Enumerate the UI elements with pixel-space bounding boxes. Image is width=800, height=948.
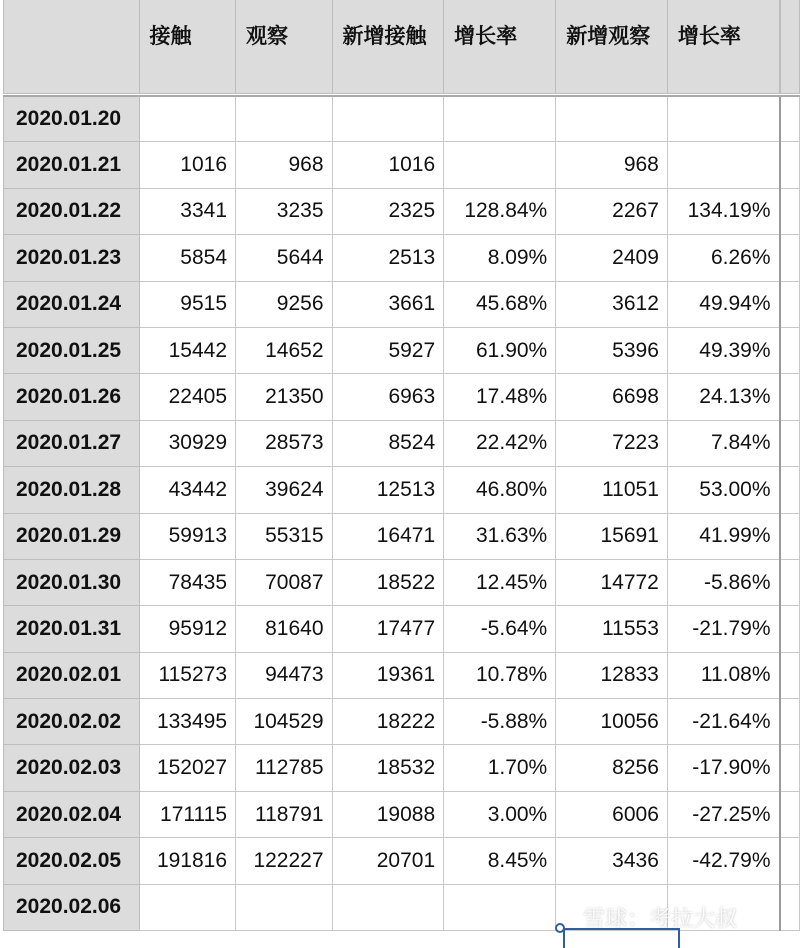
table-cell[interactable]: 22.42% [444,420,556,466]
table-cell[interactable]: 81640 [236,606,333,652]
table-cell[interactable]: 61.90% [444,327,556,373]
table-row [4,142,800,188]
table-cell[interactable]: 5927 [332,327,444,373]
sheet-edge [780,327,800,373]
table-cell[interactable]: 14772 [556,559,668,605]
table-cell[interactable]: -5.64% [444,606,556,652]
sheet-edge [780,0,800,94]
table-cell[interactable]: 134.19% [667,188,779,234]
table-row [4,467,800,513]
sheet-edge [780,374,800,420]
table-cell[interactable]: 11553 [556,606,668,652]
table-row [4,791,800,837]
table-cell[interactable]: 95912 [139,606,236,652]
table-row [4,420,800,466]
table-cell[interactable]: 43442 [139,467,236,513]
table-cell[interactable]: 6963 [332,374,444,420]
table-cell[interactable]: 24.13% [667,374,779,420]
row-date[interactable]: 2020.02.04 [4,791,140,837]
data-table [3,0,800,931]
table-cell[interactable]: 115273 [139,652,236,698]
table-cell[interactable]: 6.26% [667,235,779,281]
table-cell[interactable] [667,96,779,142]
table-cell[interactable]: -42.79% [667,838,779,884]
selected-cell[interactable] [563,928,680,948]
table-cell[interactable] [667,142,779,188]
table-cell[interactable] [444,884,556,930]
table-cell[interactable]: -21.64% [667,699,779,745]
sheet-edge [780,281,800,327]
table-cell[interactable]: 5396 [556,327,668,373]
table-row [4,327,800,373]
row-date[interactable]: 2020.02.01 [4,652,140,698]
table-cell[interactable]: 3235 [236,188,333,234]
table-cell[interactable]: 12833 [556,652,668,698]
watermark-logo: 雪球：考拉大叔 [583,907,738,932]
table-cell[interactable] [556,96,668,142]
table-cell[interactable]: 2267 [556,188,668,234]
table-cell[interactable]: 133495 [139,699,236,745]
table-cell[interactable]: 968 [236,142,333,188]
table-cell[interactable]: 5854 [139,235,236,281]
table-cell[interactable]: 3661 [332,281,444,327]
sheet-edge [780,884,800,930]
table-cell[interactable]: 59913 [139,513,236,559]
table-row [4,559,800,605]
sheet-edge [780,559,800,605]
table-cell[interactable]: 19361 [332,652,444,698]
table-cell[interactable]: 3436 [556,838,668,884]
table-cell[interactable]: 45.68% [444,281,556,327]
table-cell[interactable]: 31.63% [444,513,556,559]
table-cell[interactable]: 2409 [556,235,668,281]
sheet-edge [780,235,800,281]
table-row [4,374,800,420]
row-date[interactable]: 2020.02.03 [4,745,140,791]
corner-cell[interactable] [4,0,140,94]
row-date[interactable]: 2020.01.29 [4,513,140,559]
table-cell[interactable]: 6698 [556,374,668,420]
row-date[interactable]: 2020.01.26 [4,374,140,420]
table-row [4,699,800,745]
table-cell[interactable]: 6006 [556,791,668,837]
table-cell[interactable]: 7223 [556,420,668,466]
table-cell[interactable]: -21.79% [667,606,779,652]
sheet-edge [780,606,800,652]
table-cell[interactable] [332,884,444,930]
table-cell[interactable] [444,142,556,188]
table-cell[interactable]: 1016 [332,142,444,188]
row-date[interactable]: 2020.01.28 [4,467,140,513]
table-cell[interactable]: 128.84% [444,188,556,234]
sheet-edge [780,699,800,745]
table-cell[interactable]: 53.00% [667,467,779,513]
table-row [4,606,800,652]
table-cell[interactable]: 18532 [332,745,444,791]
table-cell[interactable]: 9256 [236,281,333,327]
table-row [4,745,800,791]
table-cell[interactable] [139,884,236,930]
sheet-edge [780,791,800,837]
table-row [4,513,800,559]
table-cell[interactable]: 19088 [332,791,444,837]
table-row [4,188,800,234]
table-cell[interactable]: 39624 [236,467,333,513]
table-cell[interactable]: 152027 [139,745,236,791]
table-cell[interactable]: 8.09% [444,235,556,281]
row-date[interactable]: 2020.01.20 [4,96,140,142]
table-row [4,96,800,142]
table-cell[interactable]: 10056 [556,699,668,745]
table-cell[interactable]: 10.78% [444,652,556,698]
table-cell[interactable]: -5.88% [444,699,556,745]
row-date[interactable]: 2020.02.02 [4,699,140,745]
table-cell[interactable]: 20701 [332,838,444,884]
row-date[interactable]: 2020.01.31 [4,606,140,652]
table-cell[interactable]: 30929 [139,420,236,466]
table-cell[interactable]: 8524 [332,420,444,466]
table-cell[interactable]: 8256 [556,745,668,791]
table-cell[interactable]: 41.99% [667,513,779,559]
table-cell[interactable]: 171115 [139,791,236,837]
column-header[interactable]: 接触 [139,0,236,94]
table-cell[interactable]: 70087 [236,559,333,605]
table-cell[interactable]: 5644 [236,235,333,281]
sheet-edge [780,652,800,698]
table-cell[interactable] [139,96,236,142]
table-row [4,235,800,281]
table-cell[interactable]: 55315 [236,513,333,559]
sheet-edge [780,838,800,884]
table-cell[interactable]: 8.45% [444,838,556,884]
header-row [4,0,800,94]
table-cell[interactable]: 7.84% [667,420,779,466]
row-date[interactable]: 2020.02.05 [4,838,140,884]
sheet-edge [780,188,800,234]
row-date[interactable]: 2020.02.06 [4,884,140,930]
row-date[interactable]: 2020.01.30 [4,559,140,605]
table-cell[interactable]: -5.86% [667,559,779,605]
table-cell[interactable]: 12.45% [444,559,556,605]
sheet-edge [780,745,800,791]
row-date[interactable]: 2020.01.27 [4,420,140,466]
table-cell[interactable]: 3.00% [444,791,556,837]
row-date[interactable]: 2020.01.22 [4,188,140,234]
table-cell[interactable]: 17477 [332,606,444,652]
column-header[interactable]: 观察 [236,0,333,94]
table-cell[interactable]: 1016 [139,142,236,188]
table-cell[interactable]: 15442 [139,327,236,373]
table-cell[interactable]: 122227 [236,838,333,884]
row-date[interactable]: 2020.01.21 [4,142,140,188]
table-row [4,838,800,884]
table-cell[interactable]: 104529 [236,699,333,745]
table-cell[interactable]: 22405 [139,374,236,420]
table-cell[interactable]: 118791 [236,791,333,837]
table-cell[interactable]: 11.08% [667,652,779,698]
table-row [4,652,800,698]
table-cell[interactable]: 9515 [139,281,236,327]
table-cell[interactable]: 18522 [332,559,444,605]
table-cell[interactable]: -27.25% [667,791,779,837]
table-cell[interactable]: 3612 [556,281,668,327]
table-cell[interactable]: 14652 [236,327,333,373]
sheet-edge [780,142,800,188]
row-date[interactable]: 2020.01.25 [4,327,140,373]
table-cell[interactable]: 78435 [139,559,236,605]
table-cell[interactable]: 28573 [236,420,333,466]
column-header[interactable]: 新增观察 [556,0,668,94]
table-cell[interactable] [444,96,556,142]
table-cell[interactable]: 12513 [332,467,444,513]
sheet-edge [780,467,800,513]
table-cell[interactable]: 2513 [332,235,444,281]
table-row [4,281,800,327]
table-cell[interactable]: 1.70% [444,745,556,791]
table-cell[interactable]: 17.48% [444,374,556,420]
table-cell[interactable]: 3341 [139,188,236,234]
sheet-edge [780,420,800,466]
table-cell[interactable]: 18222 [332,699,444,745]
column-header[interactable]: 新增接触 [332,0,444,94]
sheet-edge [780,96,800,142]
table-cell[interactable]: 11051 [556,467,668,513]
table-cell[interactable]: -17.90% [667,745,779,791]
table-cell[interactable] [236,884,333,930]
row-date[interactable]: 2020.01.23 [4,235,140,281]
table-cell[interactable]: 16471 [332,513,444,559]
table-cell[interactable]: 112785 [236,745,333,791]
column-header[interactable]: 增长率 [444,0,556,94]
table-cell[interactable]: 21350 [236,374,333,420]
row-date[interactable]: 2020.01.24 [4,281,140,327]
table-cell[interactable]: 968 [556,142,668,188]
table-cell[interactable] [332,96,444,142]
table-cell[interactable] [236,96,333,142]
table-cell[interactable]: 15691 [556,513,668,559]
column-header[interactable]: 增长率 [667,0,779,94]
table-cell[interactable]: 49.39% [667,327,779,373]
table-cell[interactable]: 94473 [236,652,333,698]
sheet-edge [780,513,800,559]
table-cell[interactable]: 2325 [332,188,444,234]
table-cell[interactable]: 46.80% [444,467,556,513]
table-cell[interactable]: 191816 [139,838,236,884]
table-cell[interactable]: 49.94% [667,281,779,327]
